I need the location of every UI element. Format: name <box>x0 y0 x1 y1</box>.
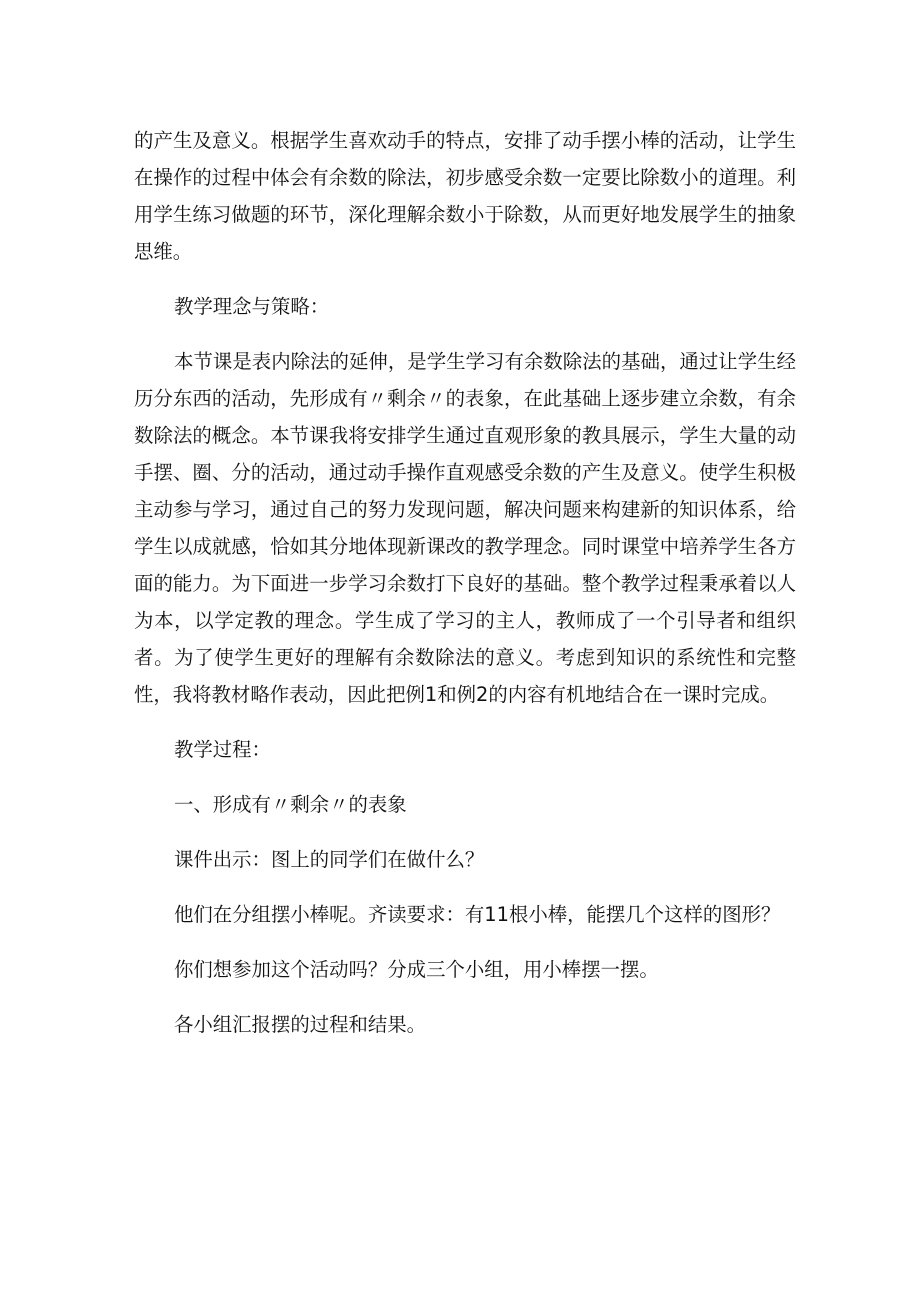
heading-teaching-process: 教学过程： <box>174 738 271 761</box>
paragraph-intro-continuation: 的产生及意义。根据学生喜欢动手的特点，安排了动手摆小棒的活动，让学生在操作的过程中体会有余数的除法，初步感受余数一定要比除数小的道理。利用学生练习做题的环节，深化理解余数小于除数，从而更好地发展学生的抽象思维。 <box>134 129 796 263</box>
paragraph-courseware-prompt: 课件出示：图上的同学们在做什么？ <box>174 848 485 871</box>
paragraph-group-task: 他们在分组摆小棒呢。齐读要求：有11根小棒，能摆几个这样的图形？ <box>174 903 781 926</box>
paragraph-join-activity: 你们想参加这个活动吗？分成三个小组，用小棒摆一摆。 <box>174 958 659 981</box>
document-body <box>134 122 796 1043</box>
heading-section-one: 一、形成有〃剩余〃的表象 <box>174 793 407 816</box>
heading-teaching-philosophy: 教学理念与策略： <box>174 295 330 318</box>
paragraph-group-report: 各小组汇报摆的过程和结果。 <box>174 1013 427 1036</box>
paragraph-teaching-philosophy: 本节课是表内除法的延伸，是学生学习有余数除法的基础，通过让学生经历分东西的活动，先形成有〃剩余〃的表象，在此基础上逐步建立余数，有余数除法的概念。本节课我将安排学生通过直观形象的教具展示，学生大量的动手摆、圈、分的活动，通过动手操作直观感受余数的产生及意义。使学生积极主动参与学习，通过自己的努力发现问题，解决问题来构建新的知识体系，给学生以成就感，恰如其分地体现新课改的教学理念。同时课堂中培养学生各方面的能力。为下面进一步学习余数打下良好的基础。整个教学过程秉承着以人为本，以学定教的理念。学生成了学习的主人，教师成了一个引导者和组织者。为了使学生更好的理解有余数除法的意义。考虑到知识的系统性和完整性，我将教材略作表动，因此把例1和例2的内容有机地结合在一课时完成。 <box>134 350 796 706</box>
